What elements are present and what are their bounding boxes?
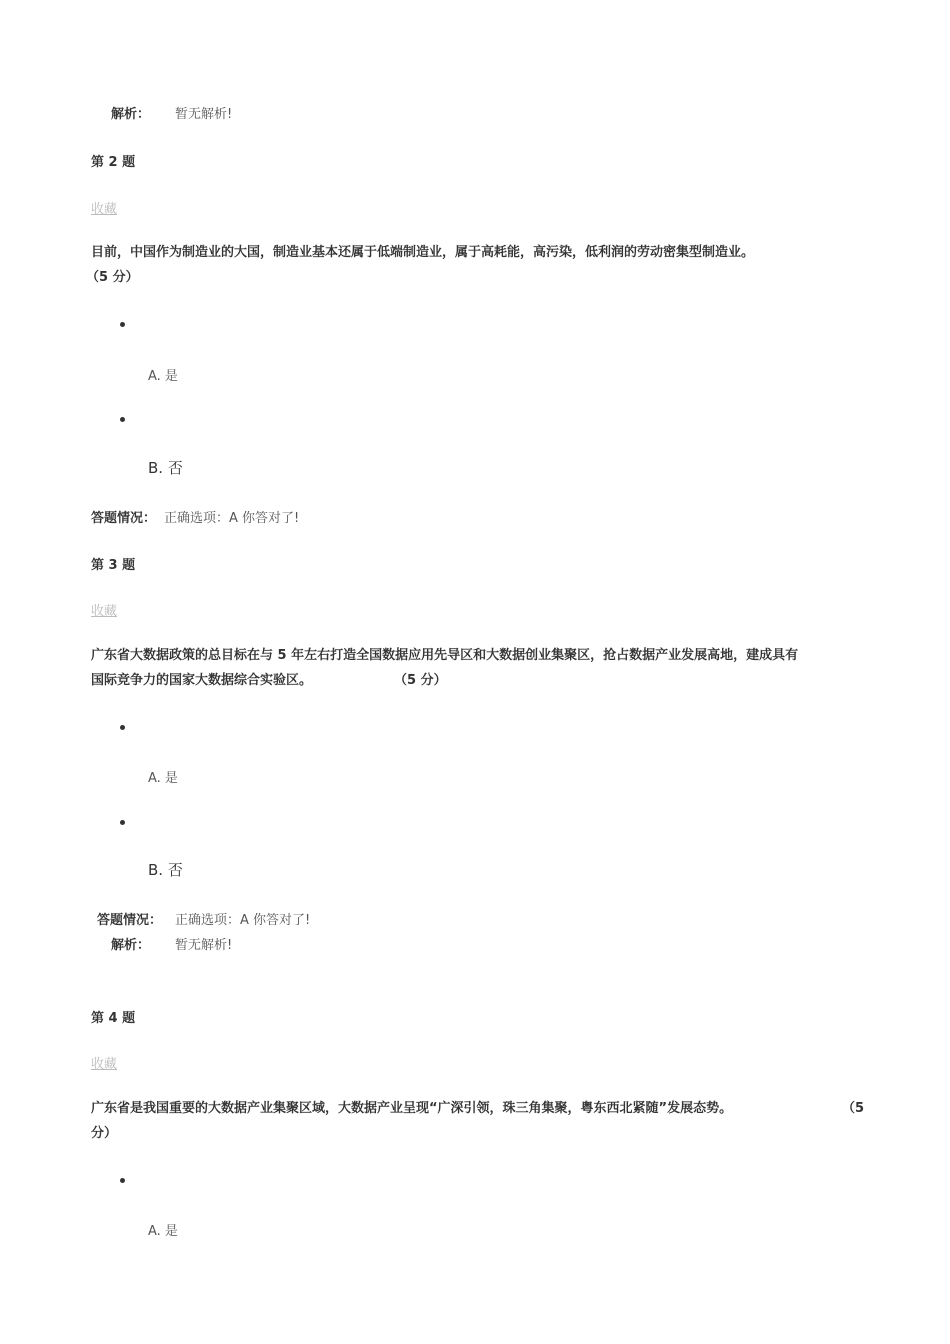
question-3-analysis-value: 暂无解析! xyxy=(175,938,233,953)
question-2-status-value: 正确选项：A 你答对了! xyxy=(164,511,300,526)
question-3-title: 第 3 题 xyxy=(91,558,136,573)
question-3-text-line2: 国际竞争力的国家大数据综合实验区。 xyxy=(91,673,313,688)
question-3-status-value: 正确选项：A 你答对了! xyxy=(175,913,311,928)
analysis-label: 解析： xyxy=(111,107,151,122)
question-4-option-a[interactable]: A. 是 xyxy=(148,1224,178,1239)
question-2-title: 第 2 题 xyxy=(91,155,136,170)
question-3-favorite-link[interactable]: 收藏 xyxy=(91,604,118,619)
bullet-icon xyxy=(120,725,125,730)
question-4-title: 第 4 题 xyxy=(91,1011,136,1026)
question-4-score-part1: （5 xyxy=(842,1101,865,1116)
question-3-option-b[interactable]: B. 否 xyxy=(148,861,183,879)
bullet-icon xyxy=(120,322,125,327)
bullet-icon xyxy=(120,1178,125,1183)
question-4-text-line1: 广东省是我国重要的大数据产业集聚区域，大数据产业呈现“广深引领，珠三角集聚，粤东西北紧随”发展态势。 xyxy=(91,1101,733,1116)
question-4-favorite-link[interactable]: 收藏 xyxy=(91,1057,118,1072)
question-2-status-label: 答题情况： xyxy=(91,511,157,526)
bullet-icon xyxy=(120,417,125,422)
question-3-analysis-label: 解析： xyxy=(111,938,151,953)
question-3-text-line1: 广东省大数据政策的总目标在与 5 年左右打造全国数据应用先导区和大数据创业集聚区，抢占数据产业发展高地，建成具有 xyxy=(91,648,799,663)
question-4-score-part2: 分） xyxy=(91,1126,118,1141)
question-2-option-a[interactable]: A. 是 xyxy=(148,369,178,384)
question-3-option-a[interactable]: A. 是 xyxy=(148,771,178,786)
question-3-score: （5 分） xyxy=(394,673,447,688)
bullet-icon xyxy=(120,820,125,825)
question-3-status-label: 答题情况： xyxy=(97,913,163,928)
question-2-score: （5 分） xyxy=(86,270,139,285)
question-2-favorite-link[interactable]: 收藏 xyxy=(91,202,118,217)
question-2-text-line1: 目前，中国作为制造业的大国，制造业基本还属于低端制造业，属于高耗能，高污染，低利润的劳动密集型制造业。 xyxy=(91,245,755,260)
question-2-option-b[interactable]: B. 否 xyxy=(148,459,183,477)
analysis-value: 暂无解析! xyxy=(175,107,233,122)
